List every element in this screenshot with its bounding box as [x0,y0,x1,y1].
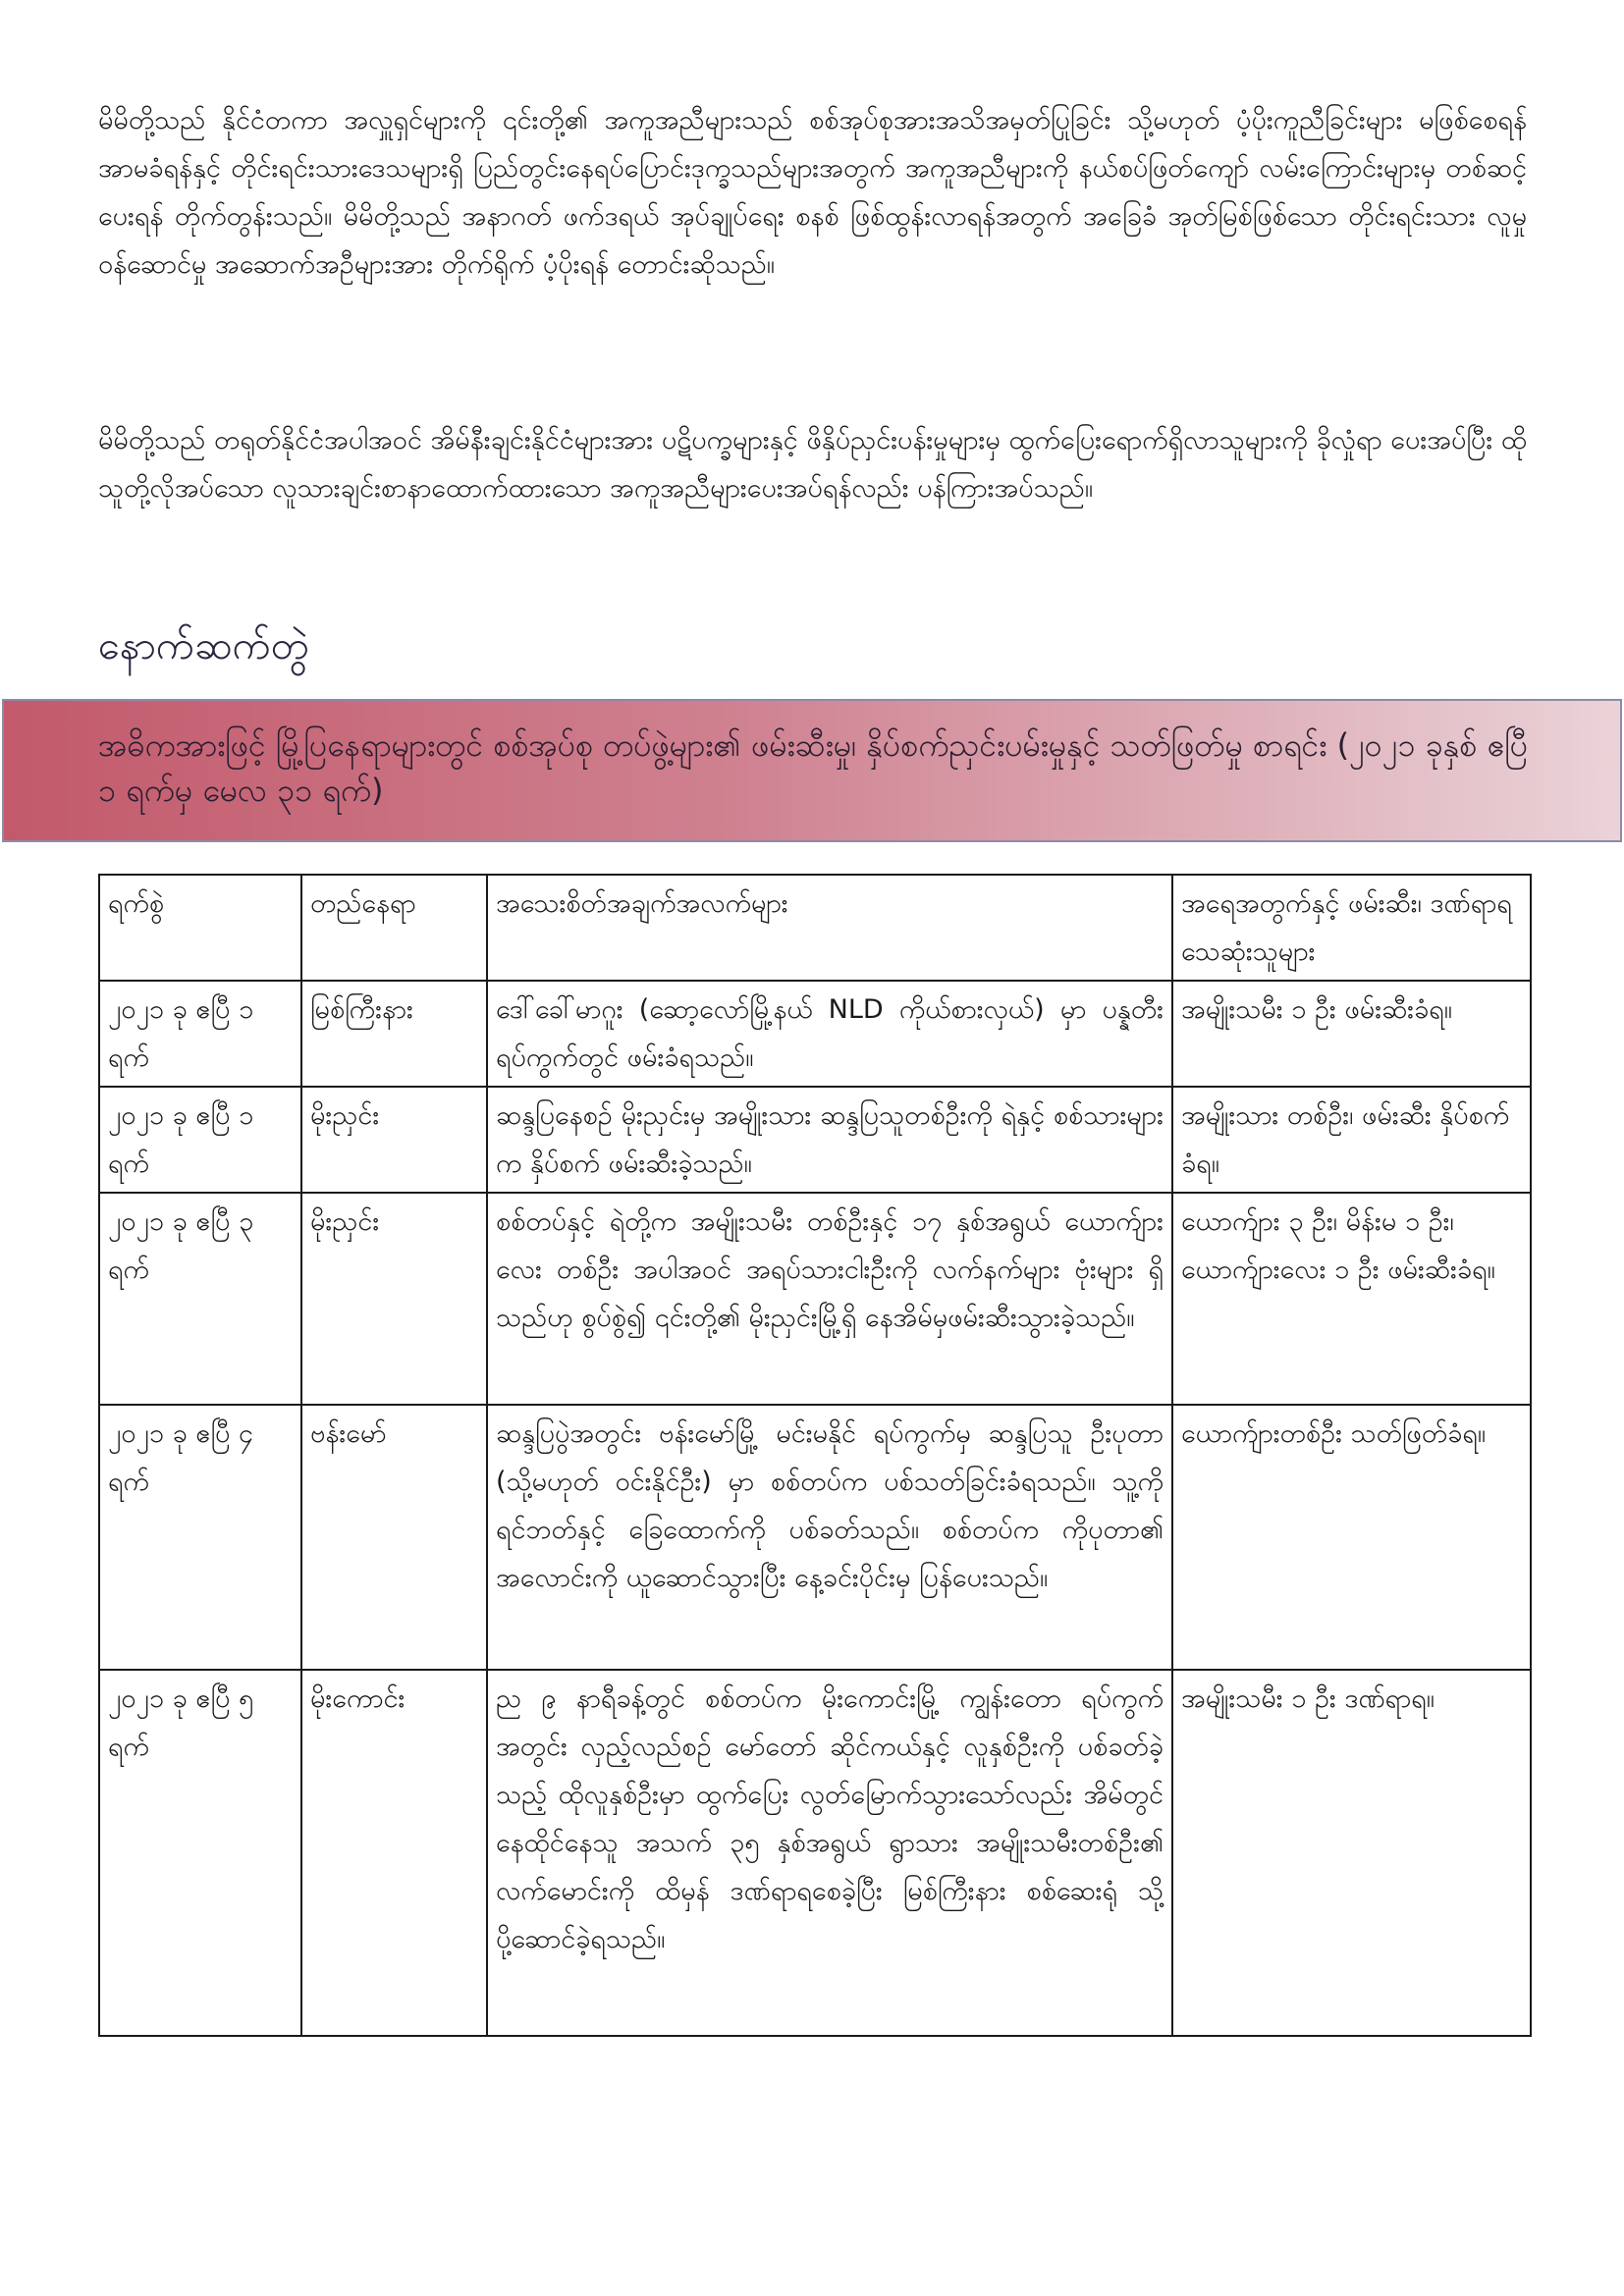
table-title-banner [2,699,1622,842]
cell-result: အမျိုးသမီး ၁ ဦး ဒဏ်ရာရ။ [1172,1670,1531,2036]
header-result: အရေအတွက်နှင့် ဖမ်းဆီး၊ ဒဏ်ရာရ သေဆုံးသူများ [1172,875,1531,981]
header-date: ရက်စွဲ [99,875,301,981]
cell-location: မိုးညှင်း [301,1193,487,1405]
cell-date: ၂၀၂၁ ခု ဧပြီ ၁ ရက် [99,1087,301,1193]
body-paragraph-1: မိမိတို့သည် နိုင်ငံတကာ အလှူရှင်များကို ၎င်းတို့၏ အကူအညီများသည် စစ်အုပ်စုအားအသိအမှတ်ပြုခြင်း သို့မဟုတ် ပံ့ပိုးကူညီခြင်းများ မဖြစ်စေရန် အာမခံရန်နှင့် တိုင်းရင်းသားဒေသများရှိ ပြည်တွင်းနေရပ်ပြောင်းဒုက္ခသည်များအတွက် အကူအညီများကို နယ်စပ်ဖြတ်ကျော် လမ်းကြောင်းများမှ တစ်ဆင့် ပေးရန် တိုက်တွန်းသည်။ မိမိတို့သည် အနာဂတ် ဖက်ဒရယ် အုပ်ချုပ်ရေး စနစ် ဖြစ်ထွန်းလာရန်အတွက် အခြေခံ အုတ်မြစ်ဖြစ်သော တိုင်းရင်းသား လူမှုဝန်ဆောင်မှု အဆောက်အဦများအား တိုက်ရိုက် ပံ့ပိုးရန် တောင်းဆိုသည်။ [98,105,1527,280]
table-row [99,1087,1531,1193]
table-row [99,1670,1531,2036]
cell-location: မိုးညှင်း [301,1087,487,1193]
table-row [99,981,1531,1087]
header-details: အသေးစိတ်အချက်အလက်များ [487,875,1172,981]
table-row [99,1193,1531,1405]
cell-details: ည ၉ နာရီခန့်တွင် စစ်တပ်က မိုးကောင်းမြို့ ကျွန်းတော ရပ်ကွက်အတွင်း လှည့်လည်စဉ် မော်တော် ဆိုင်ကယ်နှင့် လူနှစ်ဦးကို ပစ်ခတ်ခဲ့သည့် ထိုလူနှစ်ဦးမှာ ထွက်ပြေး လွတ်မြောက်သွားသော်လည်း အိမ်တွင်နေထိုင်နေသူ အသက် ၃၅ နှစ်အရွယ် ရွာသား အမျိုးသမီးတစ်ဦး၏ လက်မောင်းကို ထိမှန် ဒဏ်ရာရစေခဲ့ပြီး မြစ်ကြီးနား စစ်ဆေးရုံ သို့ ပို့ဆောင်ခဲ့ရသည်။ [487,1670,1172,2036]
table-row [99,1405,1531,1670]
cell-result: အမျိုးသမီး ၁ ဦး ဖမ်းဆီးခံရ။ [1172,981,1531,1087]
cell-date: ၂၀၂၁ ခု ဧပြီ ၄ ရက် [99,1405,301,1670]
cell-result: ယောက်ျားတစ်ဦး သတ်ဖြတ်ခံရ။ [1172,1405,1531,1670]
cell-details: စစ်တပ်နှင့် ရဲတို့က အမျိုးသမီး တစ်ဦးနှင့် ၁၇ နှစ်အရွယ် ယောက်ျားလေး တစ်ဦး အပါအဝင် အရပ်သားငါးဦးကို လက်နက်များ ဗုံးများ ရှိသည်ဟု စွပ်စွဲ၍ ၎င်းတို့၏ မိုးညှင်းမြို့ရှိ နေအိမ်မှဖမ်းဆီးသွားခဲ့သည်။ [487,1193,1172,1405]
body-paragraph-2: မိမိတို့သည် တရုတ်နိုင်ငံအပါအဝင် အိမ်နီးချင်းနိုင်ငံများအား ပဋိပက္ခများနှင့် ဖိနှိပ်ညှင်းပန်းမှုများမှ ထွက်ပြေးရောက်ရှိလာသူများကို ခိုလှုံရာ ပေးအပ်ပြီး ထိုသူတို့လိုအပ်သော လူသားချင်းစာနာထောက်ထားသော အကူအညီများပေးအပ်ရန်လည်း ပန်ကြားအပ်သည်။ [98,425,1527,504]
cell-date: ၂၀၂၁ ခု ဧပြီ ၁ ရက် [99,981,301,1087]
cell-details: ဆန္ဒပြပွဲအတွင်း ဗန်းမော်မြို့ မင်းမနိုင် ရပ်ကွက်မှ ဆန္ဒပြသူ ဦးပုတာ (သို့မဟုတ် ဝင်းနိုင်ဦး) မှာ စစ်တပ်က ပစ်သတ်ခြင်းခံရသည်။ သူ့ကို ရင်ဘတ်နှင့် ခြေထောက်ကို ပစ်ခတ်သည်။ စစ်တပ်က ကိုပုတာ၏ အလောင်းကို ယူဆောင်သွားပြီး နေ့ခင်းပိုင်းမှ ပြန်ပေးသည်။ [487,1405,1172,1670]
cell-location: မြစ်ကြီးနား [301,981,487,1087]
cell-result: အမျိုးသား တစ်ဦး၊ ဖမ်းဆီး နှိပ်စက်ခံရ။ [1172,1087,1531,1193]
cell-date: ၂၀၂၁ ခု ဧပြီ ၃ ရက် [99,1193,301,1405]
cell-date: ၂၀၂၁ ခု ဧပြီ ၅ ရက် [99,1670,301,2036]
table-title: အဓိကအားဖြင့် မြို့ပြနေရာများတွင် စစ်အုပ်စု တပ်ဖွဲ့များ၏ ဖမ်းဆီးမှု၊ နှိပ်စက်ညှင်းပမ်းမှုနှင့် သတ်ဖြတ်မှု စာရင်း (၂၀၂၁ ခုနှစ် ဧပြီ ၁ ရက်မှ မေလ ၃၁ ရက်) [98,726,1529,809]
incidents-table [98,874,1532,2037]
cell-details: ဆန္ဒပြနေစဉ် မိုးညှင်းမှ အမျိုးသား ဆန္ဒပြသူတစ်ဦးကို ရဲနှင့် စစ်သားများက နှိပ်စက် ဖမ်းဆီးခဲ့သည်။ [487,1087,1172,1193]
header-location: တည်နေရာ [301,875,487,981]
table-header-row [99,875,1531,981]
cell-details: ဒေါ်ခေါ်မာဂူး (ဆော့လော်မြို့နယ် NLD ကိုယ်စားလှယ်) မှာ ပန္နတီး ရပ်ကွက်တွင် ဖမ်းခံရသည်။ [487,981,1172,1087]
cell-location: ဗန်းမော် [301,1405,487,1670]
cell-result: ယောက်ျား ၃ ဦး၊ မိန်းမ ၁ ဦး၊ ယောက်ျားလေး ၁ ဦး ဖမ်းဆီးခံရ။ [1172,1193,1531,1405]
cell-location: မိုးကောင်း [301,1670,487,2036]
appendix-heading: နောက်ဆက်တွဲ [98,623,309,668]
